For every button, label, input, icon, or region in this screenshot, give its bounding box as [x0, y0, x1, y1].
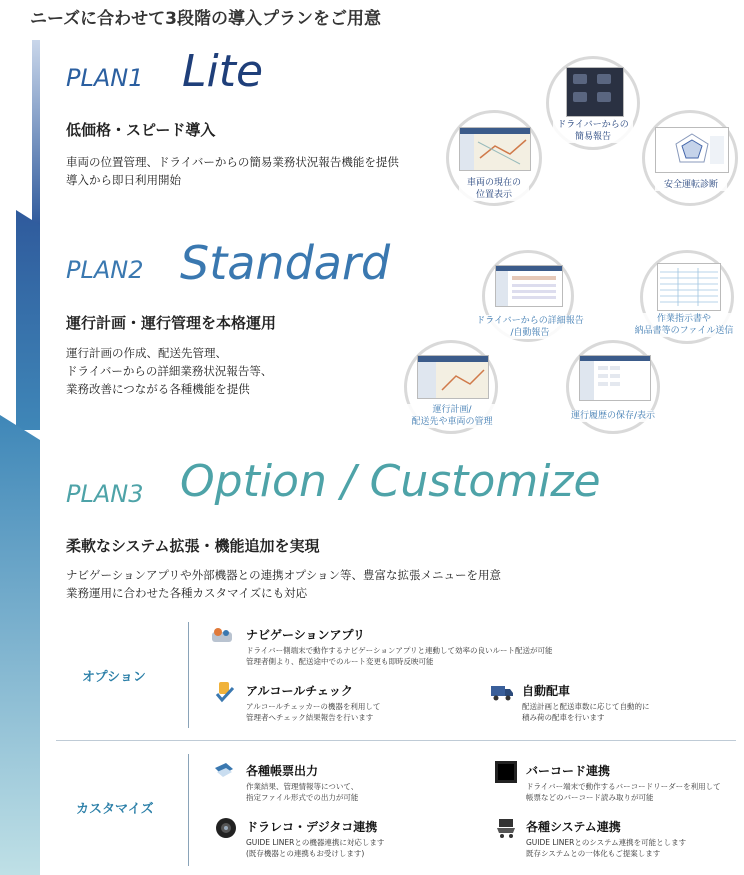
options-label: オプション — [82, 670, 146, 685]
plan2-prefix: PLAN2 — [66, 256, 144, 284]
options-divider — [188, 622, 189, 728]
feature-label: ドライバーからの 簡易報告 — [553, 119, 633, 143]
page-headline: ニーズに合わせて3段階の導入プランをご用意 — [30, 9, 381, 29]
plan2-description: 運行計画の作成、配送先管理、 ドライバーからの詳細業務状況報告等、 業務改善につながる各種機能を提供 — [66, 346, 273, 396]
option-description: 配送計画と配送車数に応じて自動的に 積み荷の配車を行います — [522, 702, 650, 722]
plan3-prefix: PLAN3 — [66, 480, 144, 508]
barcode-icon — [494, 760, 518, 784]
customize-title: 各種システム連携 — [526, 820, 621, 834]
dashcam-icon — [214, 816, 238, 840]
option-description: ドライバー側端末で動作するナビゲーションアプリと連動して効率の良いルート配送が可能 管理者側より、配送途中でのルート変更も即時反映可能 — [246, 646, 553, 666]
option-title: 自動配車 — [522, 684, 571, 698]
document-icon — [212, 760, 236, 784]
plan1-subtitle: 低価格・スピード導入 — [66, 121, 216, 139]
plan1-description: 車両の位置管理、ドライバーからの簡易業務状況報告機能を提供 導入から即日利用開始 — [66, 155, 399, 187]
feature-safe-driving — [642, 110, 738, 206]
plan1-name: Lite — [182, 46, 264, 97]
plan3-name: Option / Customize — [180, 456, 601, 507]
file-transfer-screenshot — [657, 263, 721, 311]
feature-label: 作業指示書や 納品書等のファイル送信 — [626, 313, 742, 337]
feature-label: ドライバーからの詳細報告 /自動報告 — [474, 315, 586, 339]
option-title: ナビゲーションアプリ — [246, 628, 366, 642]
bar-plan2 — [16, 210, 40, 430]
driver-report-screenshot — [566, 67, 624, 117]
history-screenshot — [579, 355, 651, 401]
truck-icon — [490, 680, 514, 704]
plan3-description: ナビゲーションアプリや外部機器との連携オプション等、豊富な拡張メニューを用意 業務運用に合わせた各種カスタマイズにも対応 — [66, 568, 502, 600]
feature-label: 運行計画/ 配送先や車両の管理 — [400, 404, 504, 428]
feature-label: 安全運転診断 — [655, 179, 727, 191]
cart-icon — [494, 816, 518, 840]
customize-title: バーコード連携 — [526, 764, 611, 778]
option-description: アルコールチェッカーの機器を利用して 管理者へチェック結果報告を行います — [246, 702, 381, 722]
option-title: アルコールチェック — [246, 684, 353, 698]
plan1-prefix: PLAN1 — [66, 64, 144, 92]
customize-title: 各種帳票出力 — [246, 764, 319, 778]
customize-label: カスタマイズ — [76, 802, 154, 817]
navigation-app-icon — [210, 624, 234, 648]
detailed-report-screenshot — [495, 265, 563, 307]
plan3-subtitle: 柔軟なシステム拡張・機能追加を実現 — [66, 537, 320, 555]
feature-label: 運行履歴の保存/表示 — [560, 410, 666, 422]
customize-description: GUIDE LINERとの機器連携に対応します (既存機器との連携もお受けします) — [246, 838, 385, 858]
customize-title: ドラレコ・デジタコ連携 — [246, 820, 378, 834]
plan2-name: Standard — [180, 236, 391, 290]
customize-description: GUIDE LINERとのシステム連携を可能とします 既存システムとの一体化もご提案します — [526, 838, 687, 858]
section-divider — [56, 740, 736, 741]
route-plan-screenshot — [417, 355, 489, 399]
feature-vehicle-location — [446, 110, 542, 206]
vehicle-map-screenshot — [459, 127, 531, 171]
customize-description: 作業結果、管理情報等について、 指定ファイル形式での出力が可能 — [246, 782, 359, 802]
plan2-subtitle: 運行計画・運行管理を本格運用 — [66, 314, 277, 332]
alcohol-check-icon — [213, 680, 237, 704]
customize-divider — [188, 754, 189, 866]
customize-description: ドライバー端末で動作するバーコードリーダーを利用して 帳票などのバーコード読み取りが可能 — [526, 782, 721, 802]
feature-simple-report — [546, 56, 640, 150]
bar-plan1 — [32, 40, 40, 225]
bar-plan3 — [0, 415, 40, 875]
safe-driving-screenshot — [655, 127, 729, 173]
feature-label: 車両の現在の 位置表示 — [459, 177, 529, 201]
step-bar-decoration — [0, 0, 50, 875]
